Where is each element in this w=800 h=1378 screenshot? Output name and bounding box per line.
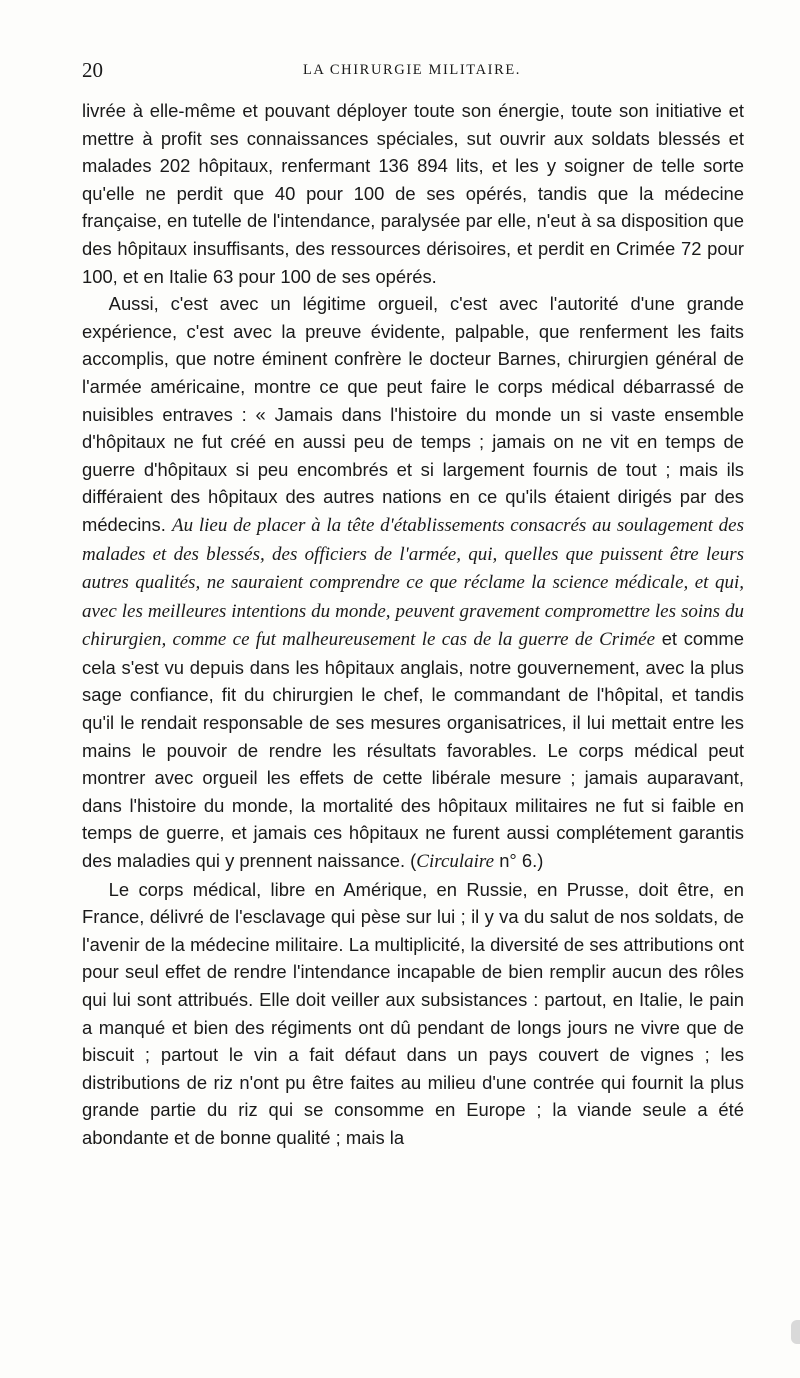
page-number: 20	[82, 58, 103, 82]
paragraph-2	[82, 290, 744, 875]
paragraph-2-start: Aussi, c'est avec un légitime orgueil, c'est avec l'autorité d'une grande expérience, c'est avec la preuve évidente, palpable, que renferment les faits accomplis, que notre éminent confrère le docteur Barnes, chirurgien général de l'armée américaine, montre ce que peut faire le corps médical débarrassé de nuisibles entraves : « Jamais dans l'histoire du monde un si vaste ensemble d'hôpitaux ne fut créé en aussi peu de temps ; jamais on ne vit en temps de guerre d'hôpitaux si peu encombrés et si largement fournis de tout ; mais ils différaient des hôpitaux des autres nations en ce qu'ils étaient dirigés par des médecins.	[82, 293, 744, 535]
paragraph-2-citation: Circulaire	[416, 851, 495, 873]
paragraph-2-end: n° 6.)	[499, 850, 544, 872]
page-header	[82, 58, 742, 88]
page-edge-mark	[791, 1320, 800, 1344]
paragraph-1: livrée à elle-même et pouvant déployer toute son énergie, toute son initiative et mettre à profit ses connaissances spéciales, sut ouvrir aux soldats blessés et malades 202 hôpitaux, renfermant 136 894 lits, et les y soigner de telle sorte qu'elle ne perdit que 40 pour 100 de ses opérés, tandis que la médecine française, en tutelle de l'intendance, paralysée par elle, n'eut à sa disposition que des hôpitaux insuffisants, des ressources dérisoires, et perdit en Crimée 72 pour 100, et en Italie 63 pour 100 de ses opérés.	[82, 100, 744, 287]
paragraph-2-middle: et comme cela s'est vu depuis dans les hôpitaux anglais, notre gouvernement, avec la plus sage confiance, fit du chirurgien le chef, le commandant de l'hôpital, et tandis qu'il le rendait responsable de ses mesures organisatrices, il lui mettait entre les mains le pouvoir de rendre les résultats favorables. Le corps médical peut montrer avec orgueil les effets de cette libérale mesure ; jamais auparavant, dans l'histoire du monde, la mortalité des hôpitaux militaires ne fut si faible en temps de guerre, et jamais ces hôpitaux ne furent aussi complétement garantis des maladies qui y prennent naissance. (	[82, 628, 744, 872]
body-text	[82, 97, 744, 1152]
running-title: LA CHIRURGIE MILITAIRE.	[302, 62, 522, 78]
paragraph-3: Le corps médical, libre en Amérique, en Russie, en Prusse, doit être, en France, délivré de l'esclavage qui pèse sur lui ; il y va du salut de nos soldats, de l'avenir de la médecine militaire. La multiplicité, la diversité de ses attributions ont pour seul effet de rendre l'intendance incapable de bien remplir aucun des rôles qui lui sont attribués. Elle doit veiller aux subsistances : partout, en Italie, le pain a manqué et bien des régiments ont dû pendant de longs jours ne vivre que de biscuit ; partout le vin a fait défaut dans un pays couvert de vignes ; les distributions de riz n'ont pu être faites au milieu d'une contrée qui fournit la plus grande partie du riz qui se consomme en Europe ; la viande seule a été abondante et de bonne qualité ; mais la	[82, 878, 744, 1148]
paragraph-2-italic-passage: Au lieu de placer à la tête d'établissements consacrés au soulagement des malades et des blessés, des officiers de l'armée, qui, quelles que puissent être leurs autres qualités, ne sauraient comprendre ce que réclame la science médicale, et qui, avec les meilleures intentions du monde, peuvent gravement compromettre les soins du chirurgien, comme ce fut malheureusement le cas de la guerre de Crimée	[82, 514, 744, 651]
